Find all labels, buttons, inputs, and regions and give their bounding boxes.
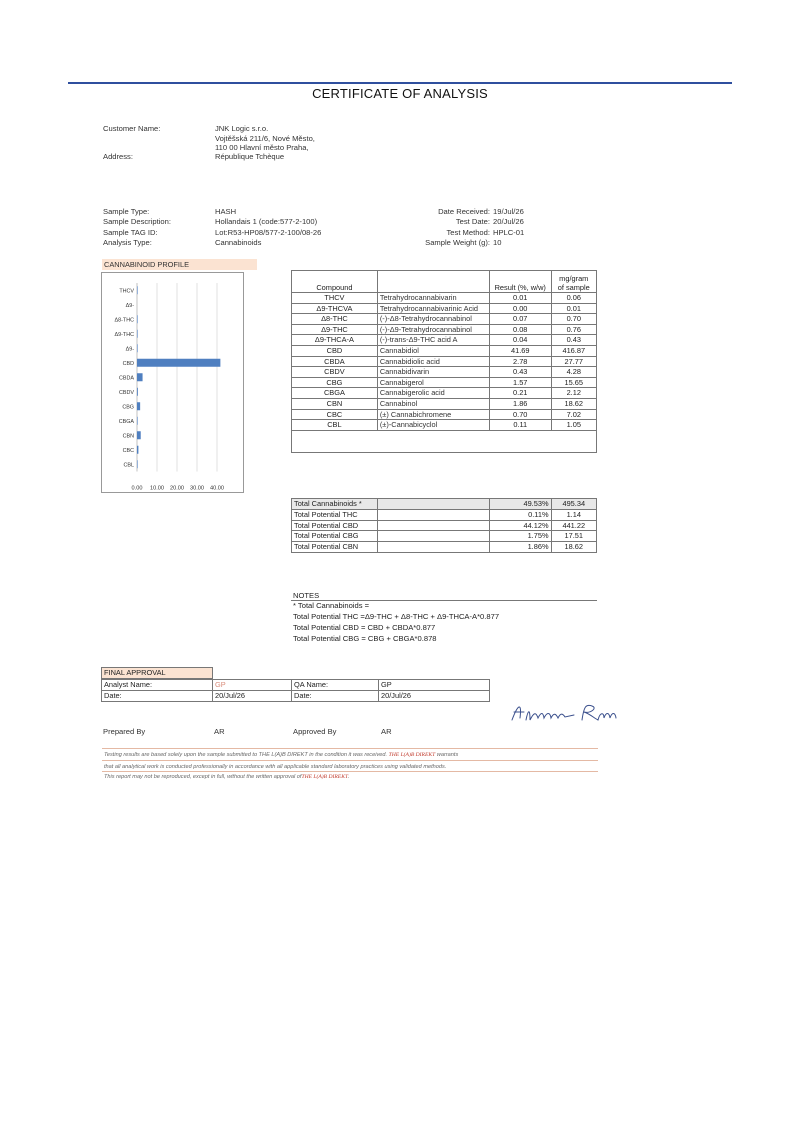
chart-bar xyxy=(137,417,138,425)
footer-line-1-text: Testing results are based solely upon the sample submitted to THE L(A)B DIREKT in the condition it was received. xyxy=(104,752,388,758)
sample-description: Hollandais 1 (code:577-2-100) xyxy=(215,217,318,226)
results-row xyxy=(292,324,597,335)
address-line-2: 110 00 Hlavní město Praha, xyxy=(215,143,309,152)
result-compound-name: (-)-Δ9-Tetrahydrocannabinol xyxy=(377,324,489,335)
analysis-type: Cannabinoids xyxy=(215,238,262,247)
result-compound: Δ8-THC xyxy=(292,314,378,325)
result-compound-name: (±) Cannabichromene xyxy=(377,409,489,420)
total-blank xyxy=(377,542,489,553)
result-compound-name: Cannabinol xyxy=(377,398,489,409)
y-category-label: CBN xyxy=(122,433,134,440)
total-blank xyxy=(377,509,489,520)
analysis-type-label: Analysis Type: xyxy=(103,238,152,247)
cannabinoid-profile-header: CANNABINOID PROFILE xyxy=(102,259,257,270)
result-mg: 15.65 xyxy=(551,377,596,388)
customer-name: JNK Logic s.r.o. xyxy=(215,124,269,133)
results-row xyxy=(292,388,597,399)
result-percent: 2.78 xyxy=(489,356,551,367)
result-compound-name: (±)-Cannabicyclol xyxy=(377,420,489,431)
qa-date-label: Date: xyxy=(292,691,379,702)
sample-weight: 10 xyxy=(493,238,502,247)
address-line-3: République Tchèque xyxy=(215,152,285,161)
total-mg: 441.22 xyxy=(551,520,596,531)
sample-weight-label: Sample Weight (g): xyxy=(425,238,490,247)
y-category-label: Δ9- xyxy=(125,346,134,353)
result-compound: CBC xyxy=(292,409,378,420)
notes-title: NOTES xyxy=(293,591,320,600)
y-category-label: Δ8-THC xyxy=(114,317,134,324)
footer-line-2: that all analytical work is conducted professionally in accordance with all applicable standard laboratory practices using validated methods. xyxy=(104,764,447,770)
result-compound-name: Cannabidiol xyxy=(377,345,489,356)
total-mg: 495.34 xyxy=(551,499,596,510)
sample-type: HASH xyxy=(215,207,237,216)
x-tick-label: 10.00 xyxy=(150,485,164,492)
chart-bar xyxy=(137,344,138,352)
result-percent: 0.01 xyxy=(489,293,551,304)
totals-row xyxy=(292,499,597,510)
analyst-date-label: Date: xyxy=(102,691,213,702)
sample-type-label: Sample Type: xyxy=(103,207,150,216)
results-header-row xyxy=(292,271,597,293)
compound-column-header: Compound xyxy=(292,271,378,293)
result-compound: CBDV xyxy=(292,367,378,378)
footer-line-3-text: This report may not be reproduced, except in full, without the written approval of xyxy=(104,774,302,780)
result-percent: 1.86 xyxy=(489,398,551,409)
result-percent: 0.11 xyxy=(489,420,551,431)
result-compound-name: (-)-Δ8-Tetrahydrocannabinol xyxy=(377,314,489,325)
result-percent: 0.07 xyxy=(489,314,551,325)
result-percent: 41.69 xyxy=(489,345,551,356)
qa-name: GP xyxy=(379,680,490,691)
chart-bar xyxy=(137,446,138,454)
name-column-header xyxy=(377,271,489,293)
y-category-label: CBGA xyxy=(118,418,134,425)
result-compound: CBD xyxy=(292,345,378,356)
total-mg: 17.51 xyxy=(551,531,596,542)
results-row xyxy=(292,367,597,378)
totals-table xyxy=(291,498,597,553)
totals-row xyxy=(292,531,597,542)
totals-row xyxy=(292,542,597,553)
results-row xyxy=(292,335,597,346)
result-compound-name: Cannabigerol xyxy=(377,377,489,388)
total-blank xyxy=(377,499,489,510)
chart-bar xyxy=(137,359,220,367)
total-label: Total Potential CBD xyxy=(292,520,378,531)
final-approval-header: FINAL APPROVAL xyxy=(102,668,213,679)
chart-bar xyxy=(137,315,138,323)
results-row xyxy=(292,377,597,388)
mg-header-line-2: of sample xyxy=(557,283,590,292)
results-row xyxy=(292,398,597,409)
approved-by-label: Approved By xyxy=(293,727,337,736)
results-row xyxy=(292,293,597,304)
footer-rule-1 xyxy=(102,748,598,749)
date-received: 19/Jul/26 xyxy=(493,207,524,216)
cannabinoid-bar-chart xyxy=(102,273,243,492)
test-date-label: Test Date: xyxy=(455,217,490,226)
result-compound: CBG xyxy=(292,377,378,388)
result-compound: THCV xyxy=(292,293,378,304)
chart-bar xyxy=(137,431,141,439)
customer-name-label: Customer Name: xyxy=(103,124,161,133)
sample-tag: Lot:R53-HP08/577-2-100/08-26 xyxy=(215,228,322,237)
result-compound-name: Tetrahydrocannabivarin xyxy=(377,293,489,304)
results-row xyxy=(292,345,597,356)
y-category-label: THCV xyxy=(119,288,134,295)
x-tick-label: 0.00 xyxy=(131,485,143,492)
date-received-label: Date Received: xyxy=(438,207,490,216)
sample-tag-label: Sample TAG ID: xyxy=(103,228,158,237)
analyst-date: 20/Jul/26 xyxy=(213,691,292,702)
chart-bar xyxy=(137,286,138,294)
footer-line-1-brand: THE L(A)B DIREKT xyxy=(388,752,436,758)
result-mg: 18.62 xyxy=(551,398,596,409)
total-percent: 1.75% xyxy=(489,531,551,542)
result-mg: 27.77 xyxy=(551,356,596,367)
chart-bar xyxy=(137,373,143,381)
footer-line-3-brand: THE L(A)B DIREKT xyxy=(301,774,349,780)
result-column-header: Result (%, w/w) xyxy=(489,271,551,293)
result-compound: CBGA xyxy=(292,388,378,399)
qa-date: 20/Jul/26 xyxy=(379,691,490,702)
test-method: HPLC-01 xyxy=(493,228,525,237)
signature xyxy=(508,700,620,726)
total-percent: 49.53% xyxy=(489,499,551,510)
approval-row-dates xyxy=(102,691,490,702)
analyst-name-label: Analyst Name: xyxy=(102,680,213,691)
result-compound: Δ9-THCVA xyxy=(292,303,378,314)
prepared-by: AR xyxy=(214,727,225,736)
result-mg: 0.43 xyxy=(551,335,596,346)
sample-description-label: Sample Description: xyxy=(103,217,171,226)
chart-bar xyxy=(137,330,138,338)
y-category-label: CBC xyxy=(122,447,134,454)
y-category-label: Δ9- xyxy=(125,302,134,309)
results-row xyxy=(292,303,597,314)
footer-rule-3 xyxy=(102,771,598,772)
prepared-by-label: Prepared By xyxy=(103,727,146,736)
results-row xyxy=(292,356,597,367)
result-mg: 0.06 xyxy=(551,293,596,304)
results-row xyxy=(292,409,597,420)
result-mg: 416.87 xyxy=(551,345,596,356)
analyst-name: GP xyxy=(213,680,292,691)
y-category-label: CBG xyxy=(122,404,134,411)
result-mg: 4.28 xyxy=(551,367,596,378)
footer-line-1 xyxy=(104,751,458,759)
chart-bar xyxy=(137,402,140,410)
result-compound: CBN xyxy=(292,398,378,409)
chart-bar xyxy=(137,460,138,468)
footer-line-3-end: . xyxy=(348,774,350,780)
results-table-blank-area xyxy=(291,420,597,453)
qa-name-label: QA Name: xyxy=(292,680,379,691)
y-category-label: CBD xyxy=(122,360,134,367)
total-blank xyxy=(377,531,489,542)
result-mg: 0.01 xyxy=(551,303,596,314)
approval-header-row xyxy=(102,668,213,679)
approval-details-table xyxy=(101,679,490,702)
total-percent: 1.86% xyxy=(489,542,551,553)
result-percent: 0.70 xyxy=(489,409,551,420)
result-mg: 0.76 xyxy=(551,324,596,335)
cannabinoid-chart-frame xyxy=(101,272,244,493)
x-tick-label: 20.00 xyxy=(170,485,184,492)
chart-bar xyxy=(137,388,138,396)
result-compound: Δ9-THC xyxy=(292,324,378,335)
y-category-label: Δ9-THC xyxy=(114,331,134,338)
result-compound: Δ9-THCA-A xyxy=(292,335,378,346)
result-percent: 0.08 xyxy=(489,324,551,335)
result-compound-name: Cannabidiolic acid xyxy=(377,356,489,367)
total-mg: 1.14 xyxy=(551,509,596,520)
y-category-label: CBDA xyxy=(119,375,134,382)
result-percent: 0.21 xyxy=(489,388,551,399)
totals-row xyxy=(292,520,597,531)
test-date: 20/Jul/26 xyxy=(493,217,524,226)
x-tick-label: 40.00 xyxy=(210,485,224,492)
y-category-label: CBL xyxy=(123,462,134,469)
page-title: CERTIFICATE OF ANALYSIS xyxy=(312,86,488,101)
result-mg: 1.05 xyxy=(551,420,596,431)
result-mg: 7.02 xyxy=(551,409,596,420)
result-compound-name: Cannabidivarin xyxy=(377,367,489,378)
result-compound: CBL xyxy=(292,420,378,431)
note-line-1: * Total Cannabinoids = xyxy=(293,601,370,610)
results-row xyxy=(292,314,597,325)
total-percent: 44.12% xyxy=(489,520,551,531)
totals-row xyxy=(292,509,597,520)
approved-by: AR xyxy=(381,727,392,736)
total-label: Total Potential CBN xyxy=(292,542,378,553)
results-table xyxy=(291,270,597,431)
result-compound-name: Tetrahydrocannabivarinic Acid xyxy=(377,303,489,314)
footer-line-1-end: warrants xyxy=(436,752,459,758)
result-compound: CBDA xyxy=(292,356,378,367)
mg-column-header xyxy=(551,271,596,293)
total-label: Total Potential CBG xyxy=(292,531,378,542)
approval-row-names xyxy=(102,680,490,691)
address-label: Address: xyxy=(103,152,133,161)
footer-line-3 xyxy=(104,773,350,781)
result-compound-name: (-)-trans-Δ9-THC acid A xyxy=(377,335,489,346)
result-percent: 0.04 xyxy=(489,335,551,346)
mg-header-line-1: mg/gram xyxy=(559,274,589,283)
total-mg: 18.62 xyxy=(551,542,596,553)
result-mg: 0.70 xyxy=(551,314,596,325)
address-line-1: Vojtěšská 211/6, Nové Město, xyxy=(215,134,315,143)
test-method-label: Test Method: xyxy=(446,228,490,237)
note-line-4: Total Potential CBG = CBG + CBGA*0.878 xyxy=(293,634,437,643)
header-rule xyxy=(68,82,732,84)
total-label: Total Cannabinoids * xyxy=(292,499,378,510)
result-percent: 1.57 xyxy=(489,377,551,388)
y-category-label: CBDV xyxy=(119,389,134,396)
result-compound-name: Cannabigerolic acid xyxy=(377,388,489,399)
x-tick-label: 30.00 xyxy=(190,485,204,492)
total-blank xyxy=(377,520,489,531)
note-line-2: Total Potential THC =Δ9-THC + Δ8-THC + Δ9-THCA-A*0.877 xyxy=(293,612,500,621)
result-percent: 0.43 xyxy=(489,367,551,378)
result-percent: 0.00 xyxy=(489,303,551,314)
total-percent: 0.11% xyxy=(489,509,551,520)
result-mg: 2.12 xyxy=(551,388,596,399)
footer-rule-2 xyxy=(102,760,598,761)
final-approval-table xyxy=(101,667,213,679)
total-label: Total Potential THC xyxy=(292,509,378,520)
note-line-3: Total Potential CBD = CBD + CBDA*0.877 xyxy=(293,623,436,632)
